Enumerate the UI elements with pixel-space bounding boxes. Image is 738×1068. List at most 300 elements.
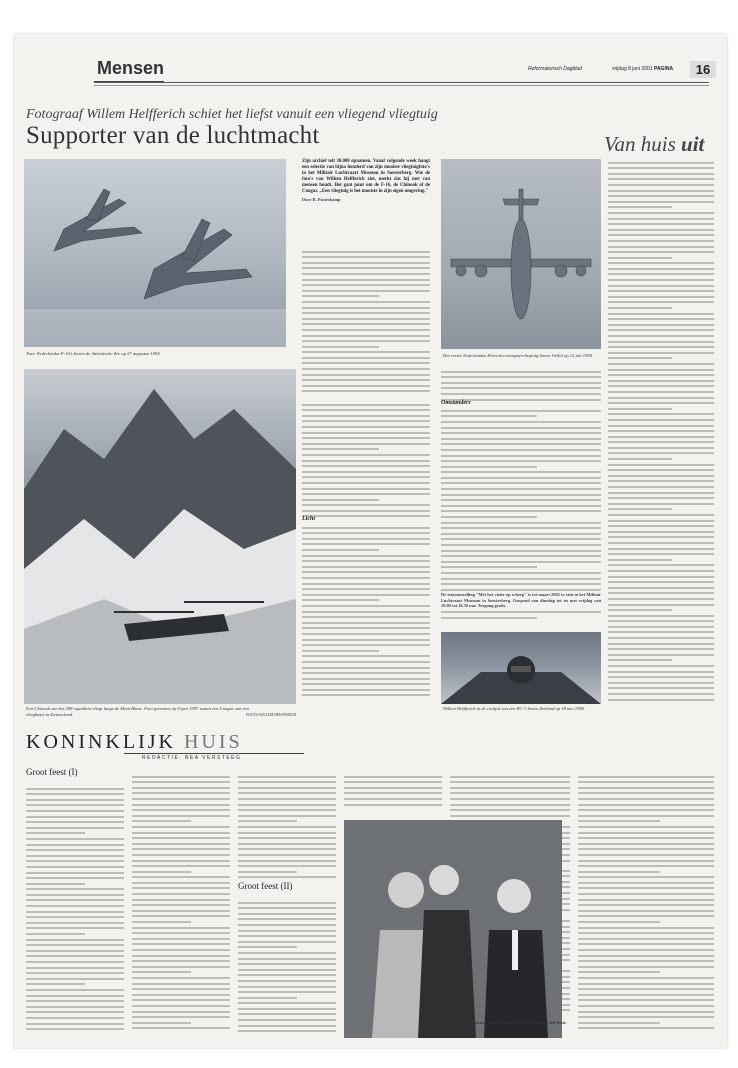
text-line bbox=[302, 432, 430, 434]
text-line bbox=[302, 482, 430, 484]
text-line bbox=[132, 977, 230, 979]
text-line bbox=[441, 566, 537, 568]
text-line bbox=[578, 809, 714, 811]
royal-section-head-1: Groot feest (I) bbox=[26, 767, 78, 777]
text-line bbox=[578, 899, 714, 901]
text-line bbox=[132, 854, 230, 856]
text-line bbox=[441, 376, 601, 378]
text-line bbox=[608, 290, 714, 292]
text-line bbox=[450, 787, 570, 789]
text-line bbox=[302, 420, 430, 422]
text-line bbox=[578, 971, 660, 973]
royal-caption bbox=[450, 1020, 570, 1032]
text-line bbox=[302, 549, 379, 551]
text-line bbox=[238, 787, 336, 789]
subhead-omstanders-block bbox=[441, 398, 601, 408]
text-line bbox=[608, 682, 714, 684]
text-line bbox=[302, 357, 430, 359]
text-line bbox=[608, 335, 714, 337]
text-line bbox=[238, 907, 336, 909]
text-line bbox=[302, 510, 430, 512]
text-line bbox=[441, 449, 601, 451]
text-line bbox=[302, 323, 430, 325]
text-line bbox=[302, 683, 430, 685]
text-line bbox=[608, 324, 714, 326]
text-line bbox=[132, 932, 230, 934]
royal-section-head-2: Groot feest (II) bbox=[238, 881, 293, 891]
text-line bbox=[26, 1017, 124, 1019]
text-line bbox=[608, 592, 714, 594]
text-line bbox=[578, 787, 714, 789]
text-line bbox=[578, 960, 714, 962]
text-line bbox=[608, 503, 714, 505]
text-line bbox=[441, 505, 601, 507]
text-line bbox=[238, 924, 336, 926]
text-line bbox=[441, 455, 601, 457]
text-line bbox=[132, 798, 230, 800]
text-line bbox=[132, 809, 230, 811]
text-line bbox=[608, 548, 714, 550]
text-line bbox=[26, 1000, 124, 1002]
text-line bbox=[608, 257, 672, 259]
text-line bbox=[608, 246, 714, 248]
text-line bbox=[238, 958, 336, 960]
text-line bbox=[26, 905, 124, 907]
text-line bbox=[302, 448, 379, 450]
text-line bbox=[238, 980, 336, 982]
text-line bbox=[132, 792, 230, 794]
info-box bbox=[441, 592, 601, 611]
text-line bbox=[132, 960, 230, 962]
text-line bbox=[578, 983, 714, 985]
text-line bbox=[608, 447, 714, 449]
text-line bbox=[26, 872, 124, 874]
text-line bbox=[302, 599, 379, 601]
royal-text-1 bbox=[26, 784, 124, 1034]
text-line bbox=[238, 913, 336, 915]
text-line bbox=[608, 486, 714, 488]
text-line bbox=[441, 432, 601, 434]
text-line bbox=[238, 804, 336, 806]
text-line bbox=[578, 949, 714, 951]
text-line bbox=[578, 854, 714, 856]
text-line bbox=[238, 969, 336, 971]
text-line bbox=[302, 426, 430, 428]
text-line bbox=[302, 329, 430, 331]
text-line bbox=[344, 781, 442, 783]
text-line bbox=[608, 218, 714, 220]
text-line bbox=[608, 648, 714, 650]
text-line bbox=[608, 296, 714, 298]
text-line bbox=[608, 234, 714, 236]
text-line bbox=[578, 966, 714, 968]
text-line bbox=[608, 492, 714, 494]
text-line bbox=[441, 371, 601, 373]
text-line bbox=[302, 689, 430, 691]
royal-text-2 bbox=[132, 772, 230, 1034]
royal-text-6 bbox=[578, 772, 714, 1034]
text-line bbox=[132, 781, 230, 783]
text-line bbox=[302, 583, 430, 585]
text-line bbox=[608, 441, 714, 443]
text-line bbox=[238, 986, 336, 988]
text-line bbox=[608, 542, 714, 544]
column-title-main: Van huis bbox=[604, 132, 676, 156]
column-text bbox=[608, 158, 714, 704]
text-line bbox=[238, 952, 336, 954]
text-line bbox=[302, 577, 430, 579]
text-line bbox=[441, 522, 601, 524]
date: vrijdag 8 juni 2001 bbox=[612, 66, 653, 72]
text-line bbox=[132, 832, 230, 834]
text-line bbox=[608, 430, 714, 432]
text-line bbox=[608, 570, 714, 572]
text-line bbox=[238, 1030, 336, 1032]
text-line bbox=[302, 493, 430, 495]
text-line bbox=[578, 927, 714, 929]
caption-cockpit: Willem Helfferich in de cockpit van een PC-7 boven Zeeland op 18 mei 1996. bbox=[443, 706, 586, 711]
text-line bbox=[26, 989, 124, 991]
text-line bbox=[26, 933, 85, 935]
text-line bbox=[238, 815, 336, 817]
text-line bbox=[302, 465, 430, 467]
text-line bbox=[302, 307, 430, 309]
text-line bbox=[608, 229, 714, 231]
text-line bbox=[302, 374, 430, 376]
text-line bbox=[578, 865, 714, 867]
text-line bbox=[578, 776, 714, 778]
text-line bbox=[608, 425, 714, 427]
text-line bbox=[302, 605, 430, 607]
text-line bbox=[132, 955, 230, 957]
text-line bbox=[132, 927, 230, 929]
text-line bbox=[441, 617, 537, 619]
text-line bbox=[608, 301, 714, 303]
text-line bbox=[578, 798, 714, 800]
text-line bbox=[608, 436, 714, 438]
text-line bbox=[132, 871, 191, 873]
text-line bbox=[608, 374, 714, 376]
text-line bbox=[302, 415, 430, 417]
text-line bbox=[238, 865, 336, 867]
article-body-column-1 bbox=[302, 247, 430, 395]
text-line bbox=[302, 409, 430, 411]
text-line bbox=[608, 581, 714, 583]
photo-credit: FOTO'S WILLEM HELFFERICH bbox=[246, 713, 296, 717]
text-line bbox=[302, 543, 430, 545]
text-line bbox=[238, 997, 297, 999]
text-line bbox=[26, 1023, 124, 1025]
text-line bbox=[578, 977, 714, 979]
text-line bbox=[238, 1025, 336, 1027]
text-line bbox=[302, 488, 430, 490]
text-line bbox=[441, 516, 537, 518]
text-line bbox=[26, 821, 124, 823]
header-rule-thin bbox=[94, 85, 709, 86]
text-line bbox=[302, 633, 430, 635]
text-line bbox=[608, 279, 714, 281]
text-line bbox=[302, 639, 430, 641]
text-line bbox=[302, 256, 430, 258]
article-byline: Door R. Pasterkamp bbox=[302, 197, 341, 202]
text-line bbox=[302, 644, 430, 646]
text-line bbox=[608, 687, 714, 689]
text-line bbox=[26, 922, 124, 924]
text-line bbox=[608, 251, 714, 253]
text-line bbox=[238, 1002, 336, 1004]
text-line bbox=[441, 499, 601, 501]
text-line bbox=[302, 460, 430, 462]
text-line bbox=[26, 866, 124, 868]
text-line bbox=[608, 637, 714, 639]
text-line bbox=[608, 514, 714, 516]
text-line bbox=[450, 809, 570, 811]
text-line bbox=[302, 476, 430, 478]
text-line bbox=[441, 589, 601, 591]
text-line bbox=[132, 994, 230, 996]
royal-text-3b bbox=[238, 898, 336, 1034]
text-line bbox=[302, 667, 430, 669]
text-line bbox=[26, 978, 124, 980]
text-line bbox=[26, 849, 124, 851]
text-line bbox=[441, 572, 601, 574]
text-line bbox=[608, 643, 714, 645]
text-line bbox=[238, 820, 297, 822]
text-line bbox=[344, 776, 442, 778]
text-line bbox=[608, 408, 672, 410]
royal-subtitle: REDACTIE: BEA VERSTEEG bbox=[142, 755, 242, 761]
text-line bbox=[441, 561, 601, 563]
text-line bbox=[26, 995, 124, 997]
text-line bbox=[302, 368, 430, 370]
text-line bbox=[578, 1016, 714, 1018]
text-line bbox=[302, 443, 430, 445]
text-line bbox=[238, 792, 336, 794]
text-line bbox=[26, 788, 124, 790]
article-body-column-1b bbox=[302, 400, 430, 702]
text-line bbox=[302, 290, 430, 292]
text-line bbox=[302, 611, 430, 613]
text-line bbox=[578, 832, 714, 834]
text-line bbox=[26, 799, 124, 801]
text-line bbox=[344, 804, 442, 806]
text-line bbox=[578, 1011, 714, 1013]
text-line bbox=[132, 938, 230, 940]
royal-column-3 bbox=[238, 881, 336, 892]
text-line bbox=[578, 876, 714, 878]
text-line bbox=[132, 915, 230, 917]
text-line bbox=[302, 538, 430, 540]
text-line bbox=[132, 887, 230, 889]
text-line bbox=[302, 318, 430, 320]
text-line bbox=[26, 955, 124, 957]
text-line bbox=[441, 471, 601, 473]
text-line bbox=[578, 792, 714, 794]
text-line bbox=[238, 918, 336, 920]
text-line bbox=[26, 883, 85, 885]
text-line bbox=[132, 1005, 230, 1007]
text-line bbox=[132, 966, 230, 968]
text-line bbox=[578, 1005, 714, 1007]
text-line bbox=[302, 622, 430, 624]
text-line bbox=[608, 480, 714, 482]
text-line bbox=[26, 860, 124, 862]
text-line bbox=[441, 410, 601, 412]
text-line bbox=[302, 650, 379, 652]
text-line bbox=[608, 162, 714, 164]
text-line bbox=[608, 195, 714, 197]
text-line bbox=[450, 804, 570, 806]
article-kicker: Fotograaf Willem Helfferich schiet het liefst vanuit een vliegend vliegtuig bbox=[26, 107, 438, 122]
text-line bbox=[302, 437, 430, 439]
text-line bbox=[578, 938, 714, 940]
info-box-text: De tentoonstelling "Met het vizier op scherp" is tot maart 2002 te zien in het Militair Luchtvaart Museum in Soesterberg. Geopend van dinsdag tot en met vrijdag van 10.00 tot 16.30 uur. Toegang gratis. bbox=[441, 592, 601, 609]
text-line bbox=[238, 935, 336, 937]
text-line bbox=[26, 804, 124, 806]
text-line bbox=[441, 382, 601, 384]
text-line bbox=[608, 346, 714, 348]
text-line bbox=[608, 559, 672, 561]
text-line bbox=[441, 578, 601, 580]
text-line bbox=[26, 916, 124, 918]
text-line bbox=[578, 826, 714, 828]
text-line bbox=[578, 848, 714, 850]
text-line bbox=[578, 943, 714, 945]
text-line bbox=[302, 588, 430, 590]
subhead-licht: Licht bbox=[302, 517, 430, 523]
text-line bbox=[608, 397, 714, 399]
text-line bbox=[302, 527, 430, 529]
text-line bbox=[608, 352, 714, 354]
caption-hercules: Het eerste Nederlandse Hercules-transportvliegtuig boven Volkel op 12 juli 1994. bbox=[443, 353, 594, 358]
text-line bbox=[608, 318, 714, 320]
text-line bbox=[608, 285, 714, 287]
text-line bbox=[578, 860, 714, 862]
text-line bbox=[302, 390, 430, 392]
text-line bbox=[302, 251, 430, 253]
text-line bbox=[344, 792, 442, 794]
text-line bbox=[302, 594, 430, 596]
text-line bbox=[608, 576, 714, 578]
text-line bbox=[608, 520, 714, 522]
text-line bbox=[132, 999, 230, 1001]
text-line bbox=[578, 893, 714, 895]
text-line bbox=[608, 654, 714, 656]
text-line bbox=[132, 899, 230, 901]
text-line bbox=[441, 460, 601, 462]
text-line bbox=[441, 393, 601, 395]
text-line bbox=[608, 665, 714, 667]
text-line bbox=[441, 421, 601, 423]
text-line bbox=[302, 655, 430, 657]
text-line bbox=[26, 950, 124, 952]
text-line bbox=[441, 477, 601, 479]
text-line bbox=[26, 927, 124, 929]
text-line bbox=[132, 910, 230, 912]
text-line bbox=[578, 910, 714, 912]
text-line bbox=[450, 792, 570, 794]
text-line bbox=[608, 525, 714, 527]
photo-cockpit bbox=[441, 632, 601, 704]
text-line bbox=[608, 190, 714, 192]
text-line bbox=[238, 809, 336, 811]
text-line bbox=[26, 877, 124, 879]
text-line bbox=[578, 887, 714, 889]
text-line bbox=[132, 1016, 230, 1018]
text-line bbox=[441, 387, 601, 389]
page-label: PAGINA bbox=[653, 66, 674, 72]
text-line bbox=[132, 843, 230, 845]
text-line bbox=[238, 902, 336, 904]
text-line bbox=[608, 262, 714, 264]
text-line bbox=[238, 848, 336, 850]
text-line bbox=[578, 781, 714, 783]
text-line bbox=[450, 776, 570, 778]
text-line bbox=[302, 504, 430, 506]
royal-title-main: KONINKLIJK bbox=[26, 731, 176, 753]
text-line bbox=[608, 497, 714, 499]
text-line bbox=[26, 1006, 124, 1008]
text-line bbox=[132, 837, 230, 839]
text-line bbox=[238, 974, 336, 976]
text-line bbox=[450, 798, 570, 800]
royal-photo-credit: Foto ANP bbox=[450, 1026, 469, 1031]
text-line bbox=[132, 848, 230, 850]
text-line bbox=[132, 949, 230, 951]
text-line bbox=[302, 301, 430, 303]
text-line bbox=[441, 544, 601, 546]
text-line bbox=[578, 955, 714, 957]
text-line bbox=[238, 876, 336, 878]
page-number: 16 bbox=[690, 61, 716, 78]
text-line bbox=[608, 173, 714, 175]
subhead-licht-block bbox=[302, 514, 430, 524]
royal-title-light: HUIS bbox=[183, 731, 243, 753]
text-line bbox=[608, 458, 672, 460]
text-line bbox=[608, 626, 714, 628]
text-line bbox=[26, 855, 124, 857]
text-line bbox=[132, 787, 230, 789]
text-line bbox=[441, 466, 537, 468]
text-line bbox=[302, 471, 430, 473]
text-line bbox=[441, 533, 601, 535]
text-line bbox=[608, 587, 714, 589]
text-line bbox=[26, 944, 124, 946]
royal-figures-illustration bbox=[344, 820, 562, 1038]
text-line bbox=[26, 911, 124, 913]
text-line bbox=[132, 820, 191, 822]
text-line bbox=[238, 843, 336, 845]
text-line bbox=[578, 837, 714, 839]
text-line bbox=[302, 284, 430, 286]
text-line bbox=[608, 564, 714, 566]
text-line bbox=[608, 676, 714, 678]
photo-royal bbox=[344, 820, 562, 1038]
text-line bbox=[238, 1013, 336, 1015]
text-line bbox=[608, 240, 714, 242]
paper-name: Reformatorisch Dagblad bbox=[528, 66, 582, 72]
article-lead-column bbox=[302, 159, 430, 205]
text-line bbox=[608, 391, 714, 393]
text-line bbox=[608, 464, 714, 466]
text-line bbox=[441, 550, 601, 552]
text-line bbox=[608, 357, 672, 359]
text-line bbox=[26, 961, 124, 963]
text-line bbox=[238, 781, 336, 783]
text-line bbox=[238, 930, 336, 932]
text-line bbox=[302, 672, 430, 674]
text-line bbox=[450, 781, 570, 783]
